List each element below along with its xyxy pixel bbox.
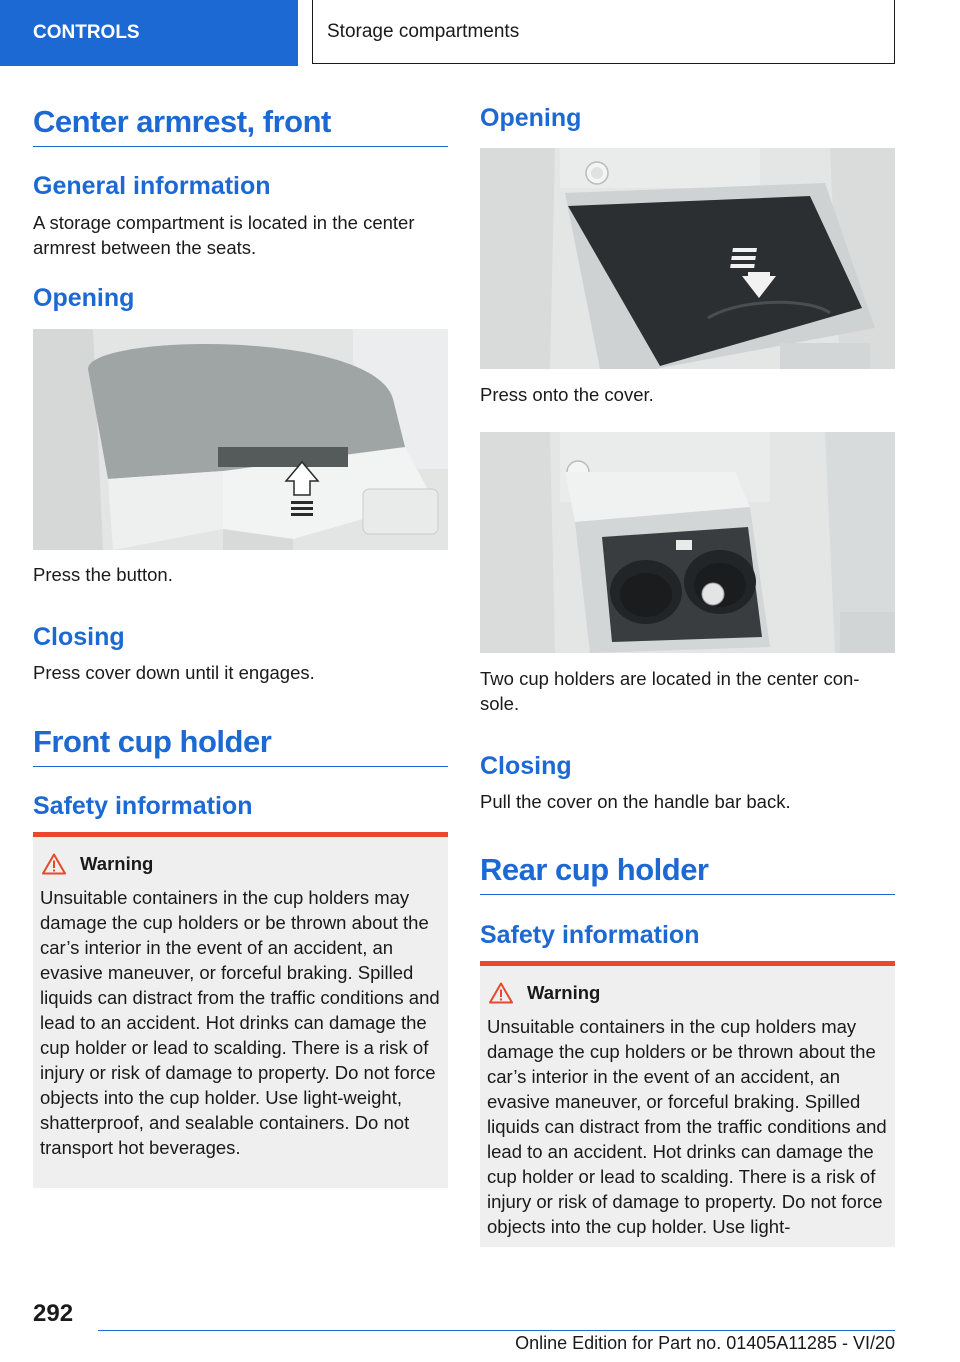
general-info-text: A storage compartment is located in the center armrest between the seats. (33, 212, 415, 258)
closing-heading-right: Closing (480, 752, 572, 780)
warning-text: Unsuitable containers in the cup holders may damage the cup holders or be thrown about the car’s interior in the event of an accident, an evasive maneuver, or forceful braking. Spilled liquids can distract from the traffic conditions and lead to an accident. Hot drinks can damage the cup holder or lead to scalding. There is a risk of injury or risk of damage to property. Do not force objects into the cup holder. Use light‐weight, shatterproof, and sealable containers. Do not transport hot beverages. (40, 887, 440, 1158)
front-cup-holder-title: Front cup holder (33, 724, 448, 767)
footer-divider (98, 1330, 895, 1331)
opening-heading: Opening (33, 284, 135, 312)
opening-caption: Press the button. (33, 564, 173, 585)
topic-label: Storage compartments (327, 20, 520, 42)
warning-box (33, 832, 448, 1188)
warning-triangle-icon (42, 853, 66, 875)
opening-heading-right: Opening (480, 104, 582, 132)
closing-text-right: Pull the cover on the handle bar back. (480, 791, 791, 812)
cup-holders-image (480, 432, 895, 653)
page-number: 292 (33, 1300, 74, 1327)
warning-label: Warning (80, 853, 154, 874)
console-cover-image (480, 148, 895, 369)
closing-text: Press cover down until it engages. (33, 662, 315, 683)
armrest-image (33, 329, 448, 550)
cup-holders-illustration (480, 432, 895, 653)
section-label: CONTROLS (33, 22, 140, 43)
topic-header (312, 0, 895, 64)
warning-box-right (480, 961, 895, 1247)
safety-info-heading: Safety information (33, 792, 253, 820)
warning-header (40, 853, 441, 875)
rear-cup-holder-title: Rear cup holder (480, 852, 895, 895)
general-info-heading: General information (33, 172, 271, 200)
center-armrest-title: Center armrest, front (33, 104, 448, 147)
warning-triangle-icon (489, 982, 513, 1004)
cover-caption: Press onto the cover. (480, 384, 654, 405)
warning-header-right (487, 982, 888, 1004)
closing-heading: Closing (33, 623, 125, 651)
warning-text-right: Unsuitable containers in the cup holders may damage the cup holders or be thrown about the car’s interior in the event of an accident, an evasive maneuver, or forceful braking. Spilled liquids can distract from the traffic conditions and lead to an accident. Hot drinks can damage the cup holder or lead to scalding. There is a risk of injury or risk of damage to property. Do not force objects into the cup holder. Use light‐ (487, 1016, 887, 1237)
cup-holders-caption: Two cup holders are located in the center con‐sole. (480, 668, 860, 714)
edition-footer: Online Edition for Part no. 01405A11285 - VI/20 (515, 1333, 895, 1353)
console-cover-illustration (480, 148, 895, 369)
safety-info-heading-right: Safety information (480, 921, 700, 949)
warning-label-right: Warning (527, 982, 601, 1003)
armrest-illustration (33, 329, 448, 550)
section-tab (0, 0, 298, 66)
